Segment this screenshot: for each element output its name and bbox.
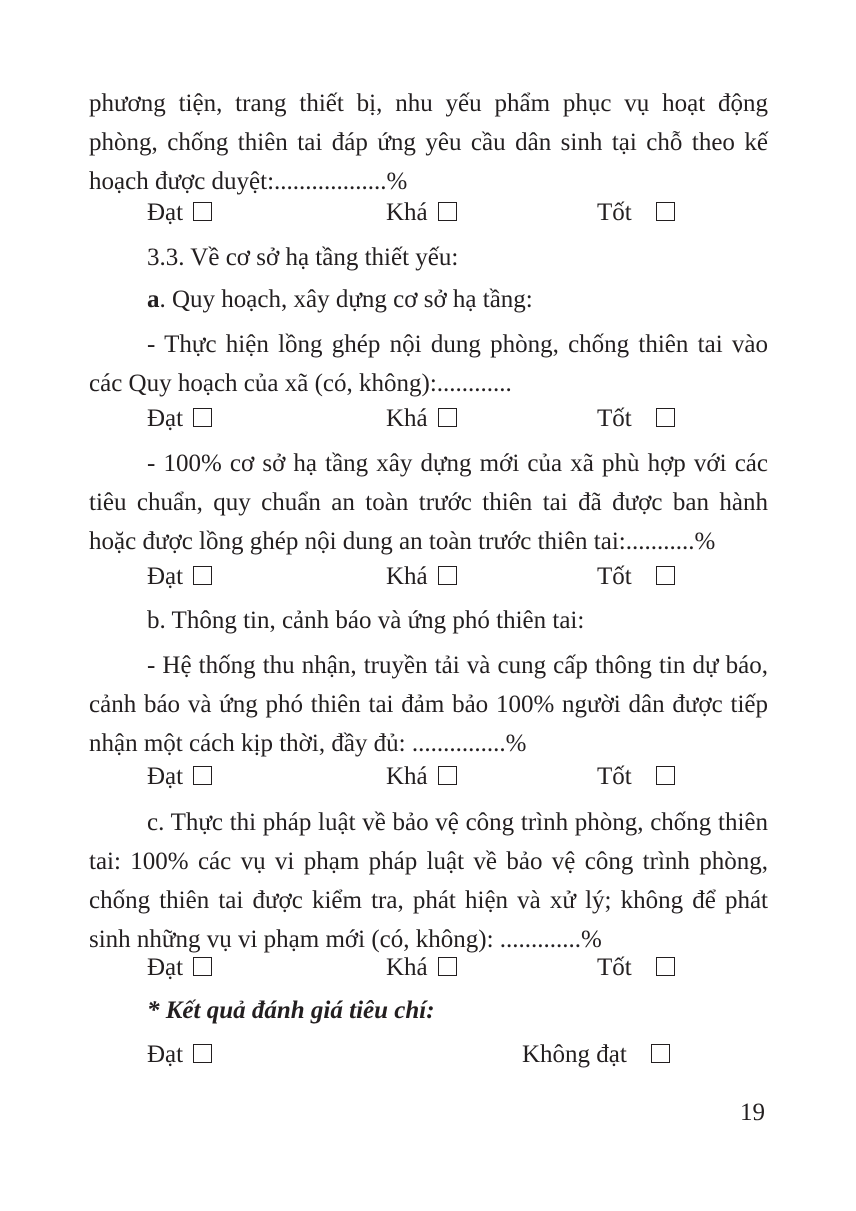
rating-label: Tốt (597, 563, 632, 590)
rating-label: Đạt (147, 763, 184, 790)
rating-tot (597, 953, 675, 983)
subheading-a (147, 285, 533, 315)
rating-dat (147, 198, 212, 228)
checkbox-dat[interactable] (193, 1044, 212, 1063)
rating-label: Đạt (147, 405, 184, 432)
checkbox-tot[interactable] (656, 202, 675, 221)
rating-dat (147, 404, 212, 434)
checkbox-dat[interactable] (193, 957, 212, 976)
rating-dat (147, 762, 212, 792)
checkbox-dat[interactable] (193, 202, 212, 221)
rating-dat (147, 562, 212, 592)
checkbox-tot[interactable] (656, 566, 675, 585)
rating-label: Khá (386, 405, 428, 432)
rating-row-2 (0, 404, 856, 434)
rating-kha (386, 198, 457, 228)
rating-row-1 (0, 198, 856, 228)
checkbox-tot[interactable] (656, 408, 675, 427)
checkbox-dat[interactable] (193, 408, 212, 427)
rating-label: Không đạt (522, 1041, 627, 1068)
checkbox-kha[interactable] (438, 957, 457, 976)
rating-label: Tốt (597, 199, 632, 226)
rating-row-3 (0, 562, 856, 592)
rating-kha (386, 404, 457, 434)
rating-dat (147, 953, 212, 983)
checkbox-kha[interactable] (438, 766, 457, 785)
rating-dat (147, 1040, 212, 1070)
checkbox-tot[interactable] (656, 766, 675, 785)
page-number: 19 (740, 1099, 765, 1126)
result-heading: * Kết quả đánh giá tiêu chí: (147, 997, 435, 1024)
subheading-a-text: . Quy hoạch, xây dựng cơ sở hạ tầng: (159, 286, 533, 313)
checkbox-dat[interactable] (193, 566, 212, 585)
rating-kha (386, 762, 457, 792)
checkbox-kha[interactable] (438, 202, 457, 221)
rating-label: Đạt (147, 563, 184, 590)
checkbox-kha[interactable] (438, 408, 457, 427)
checkbox-kha[interactable] (438, 566, 457, 585)
rating-label: Tốt (597, 763, 632, 790)
rating-label: Tốt (597, 405, 632, 432)
rating-tot (597, 198, 675, 228)
rating-label: Khá (386, 763, 428, 790)
subheading-b: b. Thông tin, cảnh báo và ứng phó thiên tai: (147, 607, 585, 634)
rating-label: Đạt (147, 199, 184, 226)
paragraph-supplies: phương tiện, trang thiết bị, nhu yếu phẩm phục vụ hoạt động phòng, chống thiên tai đáp ứng yêu cầu dân sinh tại chỗ theo kế hoạch được duyệt:..................% (89, 90, 768, 195)
rating-label: Khá (386, 199, 428, 226)
paragraph-law-enforcement: c. Thực thi pháp luật về bảo vệ công trình phòng, chống thiên tai: 100% các vụ vi phạm pháp luật về bảo vệ công trình phòng, chống thiên tai được kiểm tra, phát hiện và xử lý; không để phát sinh những vụ vi phạm mới (có, không): .............% (89, 809, 768, 953)
rating-kha (386, 562, 457, 592)
rating-label: Khá (386, 954, 428, 981)
rating-label: Tốt (597, 954, 632, 981)
rating-label: Đạt (147, 1041, 184, 1068)
rating-khong-dat (522, 1040, 670, 1070)
rating-tot (597, 404, 675, 434)
rating-tot (597, 562, 675, 592)
rating-tot (597, 762, 675, 792)
rating-row-final (0, 1040, 856, 1070)
rating-row-5 (0, 953, 856, 983)
checkbox-dat[interactable] (193, 766, 212, 785)
rating-row-4 (0, 762, 856, 792)
rating-label: Đạt (147, 954, 184, 981)
rating-label: Khá (386, 563, 428, 590)
section-heading-3-3: 3.3. Về cơ sở hạ tầng thiết yếu: (147, 244, 459, 271)
rating-kha (386, 953, 457, 983)
paragraph-integration: - Thực hiện lồng ghép nội dung phòng, chống thiên tai vào các Quy hoạch của xã (có, không):............ (89, 331, 768, 397)
checkbox-khong-dat[interactable] (651, 1044, 670, 1063)
checkbox-tot[interactable] (656, 957, 675, 976)
paragraph-infrastructure: - 100% cơ sở hạ tầng xây dựng mới của xã phù hợp với các tiêu chuẩn, quy chuẩn an toàn trước thiên tai đã được ban hành hoặc được lồng ghép nội dung an toàn trước thiên tai:...........% (89, 450, 768, 555)
subheading-a-letter: a (147, 286, 160, 313)
paragraph-warning-system: - Hệ thống thu nhận, truyền tải và cung cấp thông tin dự báo, cảnh báo và ứng phó thiên tai đảm bảo 100% người dân được tiếp nhận một cách kịp thời, đầy đủ: ...............% (89, 652, 768, 757)
